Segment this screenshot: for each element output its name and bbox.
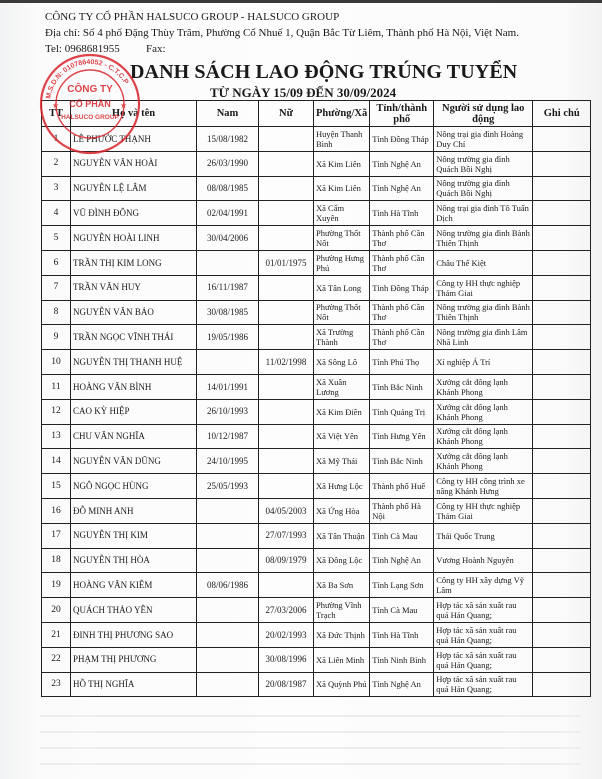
cell-ward: Phường Hưng Phú: [314, 250, 370, 275]
cell-female-dob: [259, 300, 314, 325]
cell-female-dob: 11/02/1998: [259, 350, 314, 375]
cell-male-dob: 30/08/1985: [197, 300, 259, 325]
cell-note: [533, 374, 591, 399]
cell-province: Tỉnh Cà Mau: [370, 523, 434, 548]
cell-tt: 19: [42, 573, 71, 598]
cell-male-dob: 26/03/1990: [197, 151, 259, 176]
cell-tt: 14: [42, 449, 71, 474]
cell-employer: Châu Thế Kiệt: [434, 250, 533, 275]
bleed-through-line: [40, 763, 580, 765]
cell-ward: Xã Quỳnh Phú: [314, 672, 370, 697]
cell-note: [533, 201, 591, 226]
table-row: [42, 523, 591, 548]
cell-ward: Xã Trường Thành: [314, 325, 370, 350]
cell-ward: Xã Kim Liên: [314, 151, 370, 176]
cell-female-dob: 30/08/1996: [259, 647, 314, 672]
cell-female-dob: [259, 449, 314, 474]
cell-employer: Vương Hoành Nguyên: [434, 548, 533, 573]
cell-name: ĐINH THỊ PHƯƠNG SAO: [71, 622, 197, 647]
cell-male-dob: 25/05/1993: [197, 474, 259, 499]
cell-note: [533, 474, 591, 499]
document-title: DANH SÁCH LAO ĐỘNG TRÚNG TUYỂN: [130, 61, 518, 83]
cell-name: NGUYỄN VĂN BẢO: [71, 300, 197, 325]
cell-note: [533, 424, 591, 449]
table-row: [42, 573, 591, 598]
cell-male-dob: 02/04/1991: [197, 201, 259, 226]
cell-employer: Hợp tác xã sản xuất rau quả Hán Quang;: [434, 647, 533, 672]
cell-tt: 2: [42, 151, 71, 176]
cell-male-dob: [197, 647, 259, 672]
stamp-star-icon: ★: [120, 101, 128, 110]
cell-province: Tỉnh Cà Mau: [370, 598, 434, 623]
cell-province: Thành phố Cần Thơ: [370, 300, 434, 325]
table-row: [42, 424, 591, 449]
cell-ward: Xã Ba Sơn: [314, 573, 370, 598]
cell-province: Tỉnh Quảng Trị: [370, 399, 434, 424]
table-row: [42, 498, 591, 523]
cell-employer: Nông trường gia đình Lâm Nhã Linh: [434, 325, 533, 350]
cell-note: [533, 647, 591, 672]
cell-tt: 18: [42, 548, 71, 573]
cell-note: [533, 598, 591, 623]
cell-female-dob: [259, 573, 314, 598]
cell-note: [533, 127, 591, 152]
cell-employer: Hợp tác xã sản xuất rau quả Hán Quang;: [434, 598, 533, 623]
cell-note: [533, 399, 591, 424]
table-row: [42, 647, 591, 672]
cell-tt: 10: [42, 350, 71, 375]
stamp-star-icon: ★: [52, 101, 60, 110]
cell-ward: Phường Vĩnh Trạch: [314, 598, 370, 623]
cell-province: Thành phố Cần Thơ: [370, 250, 434, 275]
cell-employer: Xưởng cắt đông lạnh Khánh Phong: [434, 374, 533, 399]
cell-employer: Công ty HH thực nghiệp Thám Giai: [434, 275, 533, 300]
cell-name: ĐỖ MINH ANH: [71, 498, 197, 523]
table-row: [42, 176, 591, 201]
table-row: [42, 151, 591, 176]
cell-male-dob: [197, 598, 259, 623]
cell-male-dob: 30/04/2006: [197, 226, 259, 251]
table-row: [42, 474, 591, 499]
cell-male-dob: [197, 523, 259, 548]
stamp-ring-text: M.S.D.N: 0107864052 - C.T.C.P: [45, 58, 130, 100]
cell-ward: Xã Đông Lộc: [314, 548, 370, 573]
cell-name: NGUYỄN THỊ THANH HUỆ: [71, 350, 197, 375]
col-header-male: Nam: [197, 101, 259, 127]
cell-employer: Công ty HH xây dựng Vỹ Lâm: [434, 573, 533, 598]
cell-ward: Phường Thốt Nốt: [314, 300, 370, 325]
table-row: [42, 275, 591, 300]
cell-province: Tỉnh Nghệ An: [370, 176, 434, 201]
table-row: [42, 622, 591, 647]
cell-ward: Xã Liên Minh: [314, 647, 370, 672]
table-row: [42, 449, 591, 474]
cell-tt: 11: [42, 374, 71, 399]
cell-tt: 20: [42, 598, 71, 623]
cell-tt: 15: [42, 474, 71, 499]
cell-employer: Nông trường gia đình Bành Thiên Thịnh: [434, 226, 533, 251]
cell-province: Thành phố Hà Nội: [370, 498, 434, 523]
stamp-line-3: HALSUCO GROUP: [61, 114, 119, 121]
cell-tt: 13: [42, 424, 71, 449]
cell-name: NGUYỄN HOÀI LINH: [71, 226, 197, 251]
cell-employer: Hợp tác xã sản xuất rau quả Hán Quang;: [434, 672, 533, 697]
company-fax: Fax:: [146, 43, 166, 55]
cell-province: Thành phố Cần Thơ: [370, 325, 434, 350]
cell-province: Tỉnh Bắc Ninh: [370, 374, 434, 399]
cell-ward: Huyện Thanh Bình: [314, 127, 370, 152]
cell-male-dob: [197, 622, 259, 647]
cell-note: [533, 275, 591, 300]
cell-name: NGUYỄN THỊ HÒA: [71, 548, 197, 573]
cell-tt: 8: [42, 300, 71, 325]
cell-ward: Xã Kim Liên: [314, 176, 370, 201]
cell-name: TRẦN NGỌC VĨNH THÁI: [71, 325, 197, 350]
cell-tt: 17: [42, 523, 71, 548]
stamp-line-1: CÔNG TY: [67, 84, 113, 95]
cell-employer: Thái Quốc Trung: [434, 523, 533, 548]
cell-name: VŨ ĐÌNH ĐÔNG: [71, 201, 197, 226]
col-header-province: Tỉnh/thành phố: [370, 101, 434, 127]
table-row: [42, 374, 591, 399]
table-row: [42, 250, 591, 275]
cell-note: [533, 622, 591, 647]
cell-note: [533, 548, 591, 573]
cell-note: [533, 498, 591, 523]
cell-female-dob: 20/02/1993: [259, 622, 314, 647]
cell-note: [533, 325, 591, 350]
company-address: Địa chỉ: Số 4 phố Đặng Thùy Trâm, Phường Cổ Nhuế 1, Quận Bắc Từ Liêm, Thành phố Hà Nội, Việt Nam.: [45, 27, 519, 39]
cell-note: [533, 151, 591, 176]
bleed-through-line: [40, 731, 580, 733]
cell-ward: Xã Kim Điền: [314, 399, 370, 424]
cell-male-dob: 16/11/1987: [197, 275, 259, 300]
cell-female-dob: [259, 275, 314, 300]
table-row: [42, 548, 591, 573]
col-header-note: Ghi chú: [533, 101, 591, 127]
cell-female-dob: 20/08/1987: [259, 672, 314, 697]
cell-name: TRẦN VĂN HUY: [71, 275, 197, 300]
cell-ward: Xã Mỹ Thái: [314, 449, 370, 474]
cell-tt: 3: [42, 176, 71, 201]
cell-female-dob: [259, 474, 314, 499]
cell-employer: Công ty HH thực nghiệp Thám Giai: [434, 498, 533, 523]
cell-tt: 22: [42, 647, 71, 672]
cell-male-dob: 15/08/1982: [197, 127, 259, 152]
cell-tt: 16: [42, 498, 71, 523]
cell-male-dob: 26/10/1993: [197, 399, 259, 424]
cell-province: Tỉnh Hưng Yên: [370, 424, 434, 449]
cell-note: [533, 449, 591, 474]
cell-employer: Xí nghiệp Á Trí: [434, 350, 533, 375]
cell-note: [533, 176, 591, 201]
table-row: [42, 399, 591, 424]
stamp-line-2: CỔ PHẦN: [69, 99, 111, 109]
cell-ward: Phường Thốt Nốt: [314, 226, 370, 251]
cell-province: Thành phố Huế: [370, 474, 434, 499]
document-date-range: TỪ NGÀY 15/09 ĐẾN 30/09/2024: [210, 85, 397, 100]
worker-list-table: [41, 100, 591, 697]
cell-name: PHẠM THỊ PHƯƠNG: [71, 647, 197, 672]
cell-province: Tỉnh Nghệ An: [370, 151, 434, 176]
cell-employer: Nông trường gia đình Quách Bồi Nghị: [434, 176, 533, 201]
col-header-ward: Phường/Xã: [314, 101, 370, 127]
cell-tt: 1: [42, 127, 71, 152]
cell-tt: 12: [42, 399, 71, 424]
cell-province: Tỉnh Nghệ An: [370, 672, 434, 697]
company-tel: Tel: 0968681955: [45, 43, 120, 55]
col-header-employer: Người sử dụng lao động: [434, 101, 533, 127]
cell-ward: Xã Việt Yên: [314, 424, 370, 449]
cell-female-dob: [259, 424, 314, 449]
cell-female-dob: [259, 176, 314, 201]
table-row: [42, 226, 591, 251]
cell-female-dob: [259, 151, 314, 176]
cell-male-dob: 19/05/1986: [197, 325, 259, 350]
cell-ward: Xã Tân Thuận: [314, 523, 370, 548]
cell-tt: 4: [42, 201, 71, 226]
cell-tt: 5: [42, 226, 71, 251]
cell-name: TRẦN THỊ KIM LONG: [71, 250, 197, 275]
cell-name: HOÀNG VĂN KIÊM: [71, 573, 197, 598]
cell-province: Tỉnh Bắc Ninh: [370, 449, 434, 474]
table-row: [42, 672, 591, 697]
cell-male-dob: 08/08/1985: [197, 176, 259, 201]
cell-male-dob: [197, 250, 259, 275]
table-header-row: [42, 101, 591, 127]
cell-name: CAO KỲ HIỆP: [71, 399, 197, 424]
cell-name: QUÁCH THẢO YÊN: [71, 598, 197, 623]
cell-ward: Xã Cẩm Xuyên: [314, 201, 370, 226]
cell-note: [533, 226, 591, 251]
cell-note: [533, 672, 591, 697]
cell-name: CHU VĂN NGHĨA: [71, 424, 197, 449]
cell-male-dob: [197, 672, 259, 697]
table-row: [42, 127, 591, 152]
cell-note: [533, 573, 591, 598]
bleed-through-line: [40, 747, 580, 749]
cell-female-dob: [259, 226, 314, 251]
table-row: [42, 325, 591, 350]
cell-province: Tỉnh Nghệ An: [370, 548, 434, 573]
cell-province: Tỉnh Hà Tĩnh: [370, 622, 434, 647]
cell-tt: 7: [42, 275, 71, 300]
table-row: [42, 300, 591, 325]
cell-province: Tỉnh Hà Tĩnh: [370, 201, 434, 226]
col-header-female: Nữ: [259, 101, 314, 127]
cell-name: HỒ THỊ NGHĨA: [71, 672, 197, 697]
cell-employer: Nông trường gia đình Bành Thiên Thịnh: [434, 300, 533, 325]
cell-province: Tỉnh Lạng Sơn: [370, 573, 434, 598]
cell-name: NGUYỄN LỆ LÂM: [71, 176, 197, 201]
cell-ward: Xã Ứng Hòa: [314, 498, 370, 523]
cell-tt: 23: [42, 672, 71, 697]
cell-male-dob: [197, 548, 259, 573]
cell-ward: Xã Đức Thịnh: [314, 622, 370, 647]
cell-note: [533, 350, 591, 375]
cell-province: Tỉnh Đồng Tháp: [370, 275, 434, 300]
table-body: [42, 127, 591, 697]
cell-male-dob: 24/10/1995: [197, 449, 259, 474]
cell-province: Tỉnh Phú Thọ: [370, 350, 434, 375]
cell-male-dob: [197, 350, 259, 375]
cell-employer: Xưởng cắt đông lạnh Khánh Phong: [434, 399, 533, 424]
cell-male-dob: 10/12/1987: [197, 424, 259, 449]
cell-female-dob: 08/09/1979: [259, 548, 314, 573]
cell-employer: Nông trại gia đình Hoàng Duy Chí: [434, 127, 533, 152]
cell-name: NGÔ NGỌC HÙNG: [71, 474, 197, 499]
cell-name: NGUYỄN VĂN HOÀI: [71, 151, 197, 176]
cell-male-dob: 14/01/1991: [197, 374, 259, 399]
cell-male-dob: 08/06/1986: [197, 573, 259, 598]
cell-employer: Hợp tác xã sản xuất rau quả Hán Quang;: [434, 622, 533, 647]
cell-ward: Xã Xuân Lương: [314, 374, 370, 399]
cell-female-dob: 27/07/1993: [259, 523, 314, 548]
cell-province: Tỉnh Đồng Tháp: [370, 127, 434, 152]
cell-ward: Xã Sông Lô: [314, 350, 370, 375]
cell-employer: Nông trại gia đình Tô Tuấn Dịch: [434, 201, 533, 226]
cell-female-dob: 04/05/2003: [259, 498, 314, 523]
cell-note: [533, 300, 591, 325]
company-name: CÔNG TY CỔ PHẦN HALSUCO GROUP - HALSUCO GROUP: [45, 11, 340, 23]
cell-tt: 9: [42, 325, 71, 350]
cell-tt: 21: [42, 622, 71, 647]
cell-female-dob: 27/03/2006: [259, 598, 314, 623]
cell-name: NGUYỄN THỊ KIM: [71, 523, 197, 548]
cell-employer: Xưởng cắt đông lạnh Khánh Phong: [434, 424, 533, 449]
cell-female-dob: [259, 201, 314, 226]
table-row: [42, 598, 591, 623]
cell-note: [533, 523, 591, 548]
col-header-name: Họ và tên: [71, 101, 197, 127]
col-header-tt: TT: [42, 101, 71, 127]
cell-female-dob: [259, 325, 314, 350]
cell-note: [533, 250, 591, 275]
cell-name: LÊ PHƯỚC THẠNH: [71, 127, 197, 152]
cell-employer: Công ty HH công trình xe nâng Khánh Hưng: [434, 474, 533, 499]
cell-province: Tỉnh Ninh Bình: [370, 647, 434, 672]
cell-ward: Xã Tân Long: [314, 275, 370, 300]
cell-province: Thành phố Cần Thơ: [370, 226, 434, 251]
cell-name: NGUYỄN VĂN DŨNG: [71, 449, 197, 474]
cell-female-dob: [259, 374, 314, 399]
cell-female-dob: [259, 399, 314, 424]
table-row: [42, 201, 591, 226]
cell-female-dob: 01/01/1975: [259, 250, 314, 275]
cell-employer: Xưởng cắt đông lạnh Khánh Phong: [434, 449, 533, 474]
table-row: [42, 350, 591, 375]
bleed-through-line: [40, 715, 580, 717]
cell-name: HOÀNG VĂN BÌNH: [71, 374, 197, 399]
cell-ward: Xã Hưng Lộc: [314, 474, 370, 499]
cell-tt: 6: [42, 250, 71, 275]
cell-male-dob: [197, 498, 259, 523]
cell-employer: Nông trường gia đình Quách Bồi Nghị: [434, 151, 533, 176]
cell-female-dob: [259, 127, 314, 152]
